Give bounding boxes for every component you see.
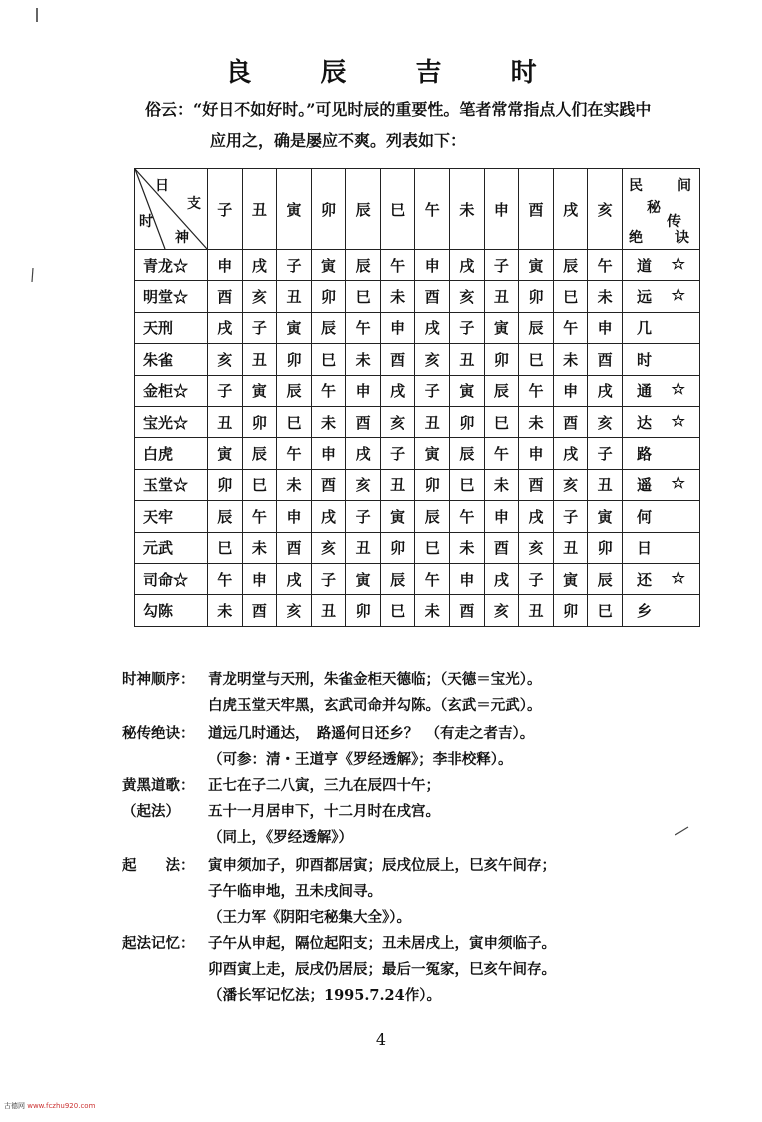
note-line — [122, 748, 513, 769]
column-header: 巳 — [380, 169, 415, 250]
branch-cell: 亥 — [519, 532, 554, 563]
secret-header-char: 秘 — [647, 200, 661, 216]
branch-cell: 子 — [588, 438, 623, 469]
branch-cell: 子 — [208, 375, 243, 406]
secret-char: 通 — [637, 382, 653, 401]
branch-cell: 午 — [208, 563, 243, 594]
branch-cell: 午 — [277, 438, 312, 469]
branch-cell: 辰 — [484, 375, 519, 406]
note-text: 白虎玉堂天牢黑，玄武司命并勾陈。（玄武＝元武）。 — [208, 697, 542, 714]
branch-cell: 巳 — [346, 281, 381, 312]
column-header: 子 — [208, 169, 243, 250]
note-line — [122, 932, 556, 953]
column-header: 午 — [415, 169, 450, 250]
note-label: 起 法： — [122, 857, 195, 874]
branch-cell: 戌 — [208, 312, 243, 343]
secret-cell — [623, 532, 700, 563]
branch-cell: 申 — [484, 501, 519, 532]
note-line — [122, 694, 542, 715]
note-text: 寅申须加子，卯酉都居寅；辰戌位辰上，巳亥午间存； — [208, 857, 556, 874]
branch-cell: 酉 — [380, 344, 415, 375]
branch-cell: 午 — [415, 563, 450, 594]
branch-cell: 卯 — [380, 532, 415, 563]
star-mark: ☆ — [671, 411, 685, 430]
branch-cell: 未 — [346, 344, 381, 375]
secret-char: 远 — [637, 288, 653, 307]
branch-cell: 酉 — [208, 281, 243, 312]
branch-cell: 酉 — [450, 595, 485, 626]
branch-cell: 未 — [242, 532, 277, 563]
branch-cell: 未 — [519, 406, 554, 437]
branch-cell: 未 — [311, 406, 346, 437]
branch-cell: 寅 — [277, 312, 312, 343]
note-text: 子午临申地，丑未戌间寻。 — [208, 883, 382, 900]
note-text: （同上，《罗经透解》） — [208, 829, 353, 846]
branch-cell: 午 — [588, 250, 623, 281]
branch-cell: 子 — [311, 563, 346, 594]
secret-header-char: 绝 — [629, 230, 643, 246]
note-line — [122, 984, 441, 1005]
corner-label-zhi: 支 — [187, 196, 201, 212]
branch-cell: 亥 — [553, 469, 588, 500]
branch-cell: 子 — [553, 501, 588, 532]
note-text: 子午从申起，隔位起阳支；丑未居戌上，寅申须临子。 — [208, 935, 556, 952]
secret-cell — [623, 501, 700, 532]
deity-name-cell: 白虎 — [135, 438, 208, 469]
branch-cell: 巳 — [519, 344, 554, 375]
branch-cell: 午 — [553, 312, 588, 343]
branch-cell: 午 — [519, 375, 554, 406]
branch-cell: 亥 — [415, 344, 450, 375]
secret-char: 遥 — [637, 476, 653, 495]
column-header: 未 — [450, 169, 485, 250]
branch-cell: 未 — [380, 281, 415, 312]
table-row — [135, 375, 700, 406]
branch-cell: 寅 — [450, 375, 485, 406]
branch-cell: 戌 — [380, 375, 415, 406]
branch-cell: 卯 — [519, 281, 554, 312]
secret-char: 几 — [637, 319, 653, 338]
star-mark: ☆ — [671, 380, 685, 399]
deity-name-cell: 天牢 — [135, 501, 208, 532]
branch-cell: 辰 — [415, 501, 450, 532]
branch-cell: 子 — [450, 312, 485, 343]
branch-cell: 卯 — [484, 344, 519, 375]
note-text: （王力军《阴阳宅秘集大全》）。 — [208, 909, 411, 926]
secret-cell — [623, 344, 700, 375]
branch-cell: 午 — [450, 501, 485, 532]
note-line — [122, 958, 556, 979]
branch-cell: 寅 — [242, 375, 277, 406]
table-row — [135, 501, 700, 532]
branch-cell: 申 — [553, 375, 588, 406]
branch-cell: 亥 — [450, 281, 485, 312]
branch-cell: 辰 — [242, 438, 277, 469]
branch-cell: 丑 — [588, 469, 623, 500]
branch-cell: 未 — [484, 469, 519, 500]
branch-cell: 巳 — [242, 469, 277, 500]
secret-char: 日 — [637, 539, 653, 558]
note-line — [122, 854, 556, 875]
table-row — [135, 595, 700, 626]
deity-name-cell: 青龙☆ — [135, 250, 208, 281]
branch-cell: 戌 — [450, 250, 485, 281]
footer-url: www.fczhu920.com — [27, 1102, 96, 1110]
note-line — [122, 880, 382, 901]
branch-cell: 酉 — [277, 532, 312, 563]
branch-cell: 戌 — [553, 438, 588, 469]
branch-cell: 寅 — [208, 438, 243, 469]
branch-cell: 寅 — [588, 501, 623, 532]
page-number: 4 — [375, 1030, 387, 1049]
branch-cell: 寅 — [553, 563, 588, 594]
footer-watermark — [4, 1101, 95, 1111]
note-line — [122, 800, 440, 821]
branch-cell: 卯 — [415, 469, 450, 500]
branch-cell: 未 — [588, 281, 623, 312]
branch-cell: 子 — [380, 438, 415, 469]
note-label: 起法记忆： — [122, 935, 195, 952]
branch-cell: 卯 — [450, 406, 485, 437]
page-title: 良 辰 吉 时 — [225, 58, 567, 88]
column-header: 卯 — [311, 169, 346, 250]
branch-cell: 辰 — [208, 501, 243, 532]
table-row — [135, 406, 700, 437]
branch-cell: 寅 — [519, 250, 554, 281]
branch-cell: 丑 — [484, 281, 519, 312]
table-row — [135, 344, 700, 375]
branch-cell: 子 — [277, 250, 312, 281]
branch-cell: 戌 — [519, 501, 554, 532]
branch-cell: 未 — [415, 595, 450, 626]
branch-cell: 申 — [450, 563, 485, 594]
branch-cell: 酉 — [346, 406, 381, 437]
note-line — [122, 826, 353, 847]
intro-line-1: 俗云：“好日不如好时。”可见时辰的重要性。笔者常常指点人们在实践中 — [145, 100, 652, 119]
branch-cell: 未 — [208, 595, 243, 626]
note-label: 秘传绝诀： — [122, 725, 195, 742]
branch-cell: 卯 — [588, 532, 623, 563]
branch-cell: 申 — [208, 250, 243, 281]
secret-cell — [623, 406, 700, 437]
branch-cell: 寅 — [380, 501, 415, 532]
secret-char: 何 — [637, 507, 653, 526]
table-row — [135, 469, 700, 500]
branch-cell: 卯 — [277, 344, 312, 375]
deity-name-cell: 司命☆ — [135, 563, 208, 594]
branch-cell: 辰 — [450, 438, 485, 469]
auspicious-hours-table — [134, 168, 700, 627]
branch-cell: 子 — [242, 312, 277, 343]
branch-cell: 戌 — [415, 312, 450, 343]
branch-cell: 申 — [346, 375, 381, 406]
deity-name-cell: 宝光☆ — [135, 406, 208, 437]
branch-cell: 酉 — [415, 281, 450, 312]
branch-cell: 巳 — [208, 532, 243, 563]
note-line — [122, 774, 440, 795]
scan-mark — [34, 8, 40, 22]
secret-header-char: 传 — [667, 214, 681, 230]
branch-cell: 酉 — [484, 532, 519, 563]
branch-cell: 亥 — [277, 595, 312, 626]
branch-cell: 戌 — [588, 375, 623, 406]
note-label: （起法） — [122, 803, 180, 820]
branch-cell: 寅 — [311, 250, 346, 281]
branch-cell: 巳 — [450, 469, 485, 500]
branch-cell: 戌 — [242, 250, 277, 281]
secret-cell — [623, 563, 700, 594]
note-text: （潘长军记忆法；1995.7.24作）。 — [208, 987, 441, 1004]
branch-cell: 巳 — [484, 406, 519, 437]
secret-header-char: 诀 — [675, 230, 689, 246]
branch-cell: 申 — [242, 563, 277, 594]
note-text: 道远几时通达， 路遥何日还乡？ （有走之者吉）。 — [208, 725, 535, 742]
column-header: 辰 — [346, 169, 381, 250]
branch-cell: 午 — [242, 501, 277, 532]
table-row — [135, 438, 700, 469]
deity-name-cell: 朱雀 — [135, 344, 208, 375]
secret-cell — [623, 595, 700, 626]
secret-char: 还 — [637, 570, 653, 589]
branch-cell: 午 — [380, 250, 415, 281]
branch-cell: 丑 — [519, 595, 554, 626]
note-label: 黄黑道歌： — [122, 777, 195, 794]
branch-cell: 丑 — [242, 344, 277, 375]
secret-formula-header — [623, 169, 700, 250]
note-text: 卯酉寅上走，辰戌仍居辰；最后一冤家，巳亥午间存。 — [208, 961, 556, 978]
branch-cell: 戌 — [277, 563, 312, 594]
branch-cell: 申 — [519, 438, 554, 469]
corner-header-cell — [135, 169, 208, 250]
column-header: 亥 — [588, 169, 623, 250]
branch-cell: 丑 — [553, 532, 588, 563]
branch-cell: 申 — [277, 501, 312, 532]
branch-cell: 申 — [588, 312, 623, 343]
secret-cell — [623, 375, 700, 406]
branch-cell: 丑 — [346, 532, 381, 563]
branch-cell: 申 — [311, 438, 346, 469]
secret-header-char: 民 — [629, 178, 643, 194]
star-mark: ☆ — [671, 474, 685, 493]
branch-cell: 辰 — [380, 563, 415, 594]
branch-cell: 丑 — [208, 406, 243, 437]
note-label: 时神顺序： — [122, 671, 195, 688]
branch-cell: 酉 — [588, 344, 623, 375]
deity-name-cell: 明堂☆ — [135, 281, 208, 312]
secret-char: 乡 — [637, 601, 653, 620]
branch-cell: 亥 — [588, 406, 623, 437]
branch-cell: 辰 — [553, 250, 588, 281]
branch-cell: 寅 — [415, 438, 450, 469]
star-mark: ☆ — [671, 286, 685, 305]
column-header: 丑 — [242, 169, 277, 250]
secret-char: 道 — [637, 256, 653, 275]
branch-cell: 酉 — [519, 469, 554, 500]
branch-cell: 未 — [553, 344, 588, 375]
branch-cell: 酉 — [311, 469, 346, 500]
branch-cell: 卯 — [346, 595, 381, 626]
branch-cell: 酉 — [553, 406, 588, 437]
branch-cell: 巳 — [588, 595, 623, 626]
deity-name-cell: 金柜☆ — [135, 375, 208, 406]
branch-cell: 辰 — [277, 375, 312, 406]
footer-site: 古德网 — [4, 1102, 25, 1110]
corner-label-shi: 时 — [139, 214, 153, 230]
branch-cell: 丑 — [277, 281, 312, 312]
branch-cell: 辰 — [311, 312, 346, 343]
branch-cell: 子 — [415, 375, 450, 406]
branch-cell: 亥 — [346, 469, 381, 500]
intro-line-2: 应用之，确是屡应不爽。列表如下： — [210, 131, 467, 150]
deity-name-cell: 元武 — [135, 532, 208, 563]
branch-cell: 午 — [346, 312, 381, 343]
branch-cell: 卯 — [553, 595, 588, 626]
corner-label-shen: 神 — [175, 230, 189, 246]
note-text: 正七在子二八寅，三九在辰四十午； — [208, 777, 440, 794]
branch-cell: 未 — [450, 532, 485, 563]
secret-cell — [623, 281, 700, 312]
table-row — [135, 532, 700, 563]
branch-cell: 丑 — [415, 406, 450, 437]
branch-cell: 寅 — [484, 312, 519, 343]
secret-cell — [623, 438, 700, 469]
table-row — [135, 281, 700, 312]
branch-cell: 巳 — [277, 406, 312, 437]
branch-cell: 戌 — [484, 563, 519, 594]
branch-cell: 未 — [277, 469, 312, 500]
star-mark: ☆ — [671, 254, 685, 273]
branch-cell: 酉 — [242, 595, 277, 626]
table-row — [135, 250, 700, 281]
deity-name-cell: 勾陈 — [135, 595, 208, 626]
column-header: 寅 — [277, 169, 312, 250]
corner-label-ri: 日 — [155, 178, 169, 194]
branch-cell: 巳 — [311, 344, 346, 375]
branch-cell: 子 — [346, 501, 381, 532]
branch-cell: 申 — [415, 250, 450, 281]
branch-cell: 辰 — [519, 312, 554, 343]
secret-char: 路 — [637, 445, 653, 464]
branch-cell: 亥 — [242, 281, 277, 312]
column-header: 戌 — [553, 169, 588, 250]
branch-cell: 亥 — [208, 344, 243, 375]
table-row — [135, 563, 700, 594]
secret-cell — [623, 250, 700, 281]
branch-cell: 巳 — [380, 595, 415, 626]
note-line — [122, 906, 411, 927]
table-row — [135, 312, 700, 343]
branch-cell: 亥 — [311, 532, 346, 563]
column-header: 申 — [484, 169, 519, 250]
star-mark: ☆ — [671, 568, 685, 587]
deity-name-cell: 玉堂☆ — [135, 469, 208, 500]
secret-cell — [623, 312, 700, 343]
branch-cell: 亥 — [484, 595, 519, 626]
scan-mark — [30, 268, 36, 282]
note-line — [122, 668, 542, 689]
scan-mark — [675, 826, 689, 836]
secret-char: 时 — [637, 350, 653, 369]
branch-cell: 辰 — [346, 250, 381, 281]
branch-cell: 卯 — [242, 406, 277, 437]
note-text: 五十一月居申下，十二月时在戌宫。 — [208, 803, 440, 820]
branch-cell: 亥 — [380, 406, 415, 437]
note-line — [122, 722, 534, 743]
branch-cell: 卯 — [311, 281, 346, 312]
branch-cell: 戌 — [346, 438, 381, 469]
branch-cell: 午 — [311, 375, 346, 406]
branch-cell: 子 — [484, 250, 519, 281]
branch-cell: 午 — [484, 438, 519, 469]
branch-cell: 申 — [380, 312, 415, 343]
branch-cell: 辰 — [588, 563, 623, 594]
branch-cell: 丑 — [311, 595, 346, 626]
branch-cell: 巳 — [553, 281, 588, 312]
branch-cell: 巳 — [415, 532, 450, 563]
note-text: （可参：清・王道亨《罗经透解》；李非校释）。 — [208, 751, 513, 768]
secret-cell — [623, 469, 700, 500]
branch-cell: 丑 — [380, 469, 415, 500]
table-header-row — [135, 169, 700, 250]
branch-cell: 子 — [519, 563, 554, 594]
column-header: 酉 — [519, 169, 554, 250]
branch-cell: 丑 — [450, 344, 485, 375]
branch-cell: 戌 — [311, 501, 346, 532]
deity-name-cell: 天刑 — [135, 312, 208, 343]
secret-header-char: 间 — [677, 178, 691, 194]
branch-cell: 卯 — [208, 469, 243, 500]
secret-char: 达 — [637, 413, 653, 432]
branch-cell: 寅 — [346, 563, 381, 594]
note-text: 青龙明堂与天刑，朱雀金柜天德临；（天德＝宝光）。 — [208, 671, 542, 688]
